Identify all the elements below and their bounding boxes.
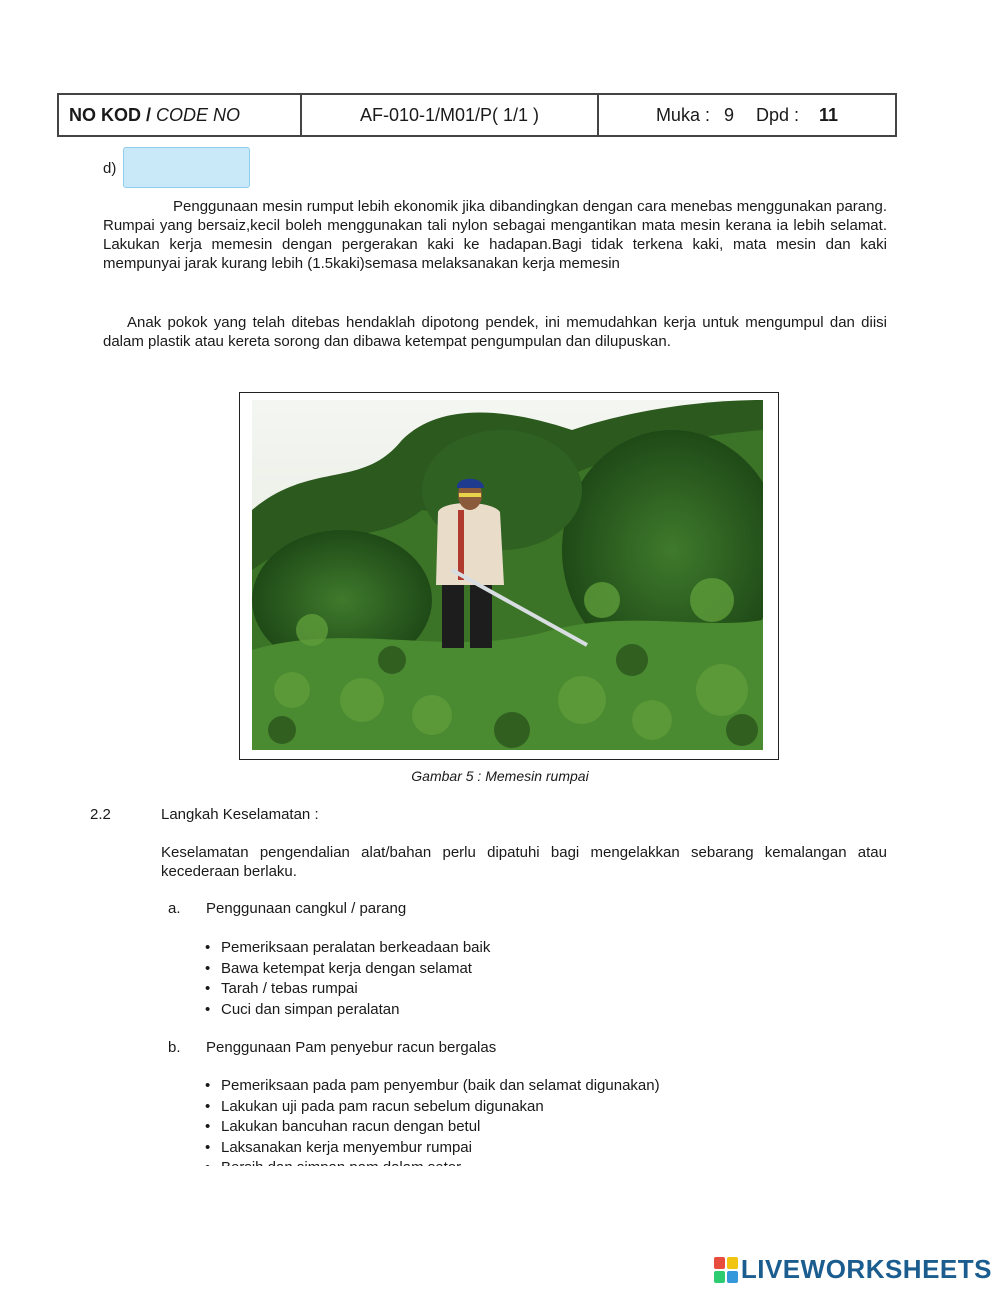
item-a-letter: a. [168,900,181,917]
code-value: AF-010-1/M01/P( 1/1 ) [359,104,540,125]
liveworksheets-logo [714,1254,992,1285]
list-item: • Bawa ketempat kerja dengan selamat [205,959,490,980]
total-pages: 11 [819,104,839,125]
list-item: • Lakukan bancuhan racun dengan betul [205,1117,660,1138]
code-label-bold: NO KOD [69,104,141,125]
total-label: Dpd : [755,104,800,125]
liveworksheets-logo-icon [714,1257,738,1283]
section-intro: Keselamatan pengendalian alat/bahan perlu dipatuhi bagi mengelakkan sebarang kemalangan atau kecederaan berlaku. [161,844,887,880]
list-item: • Pemeriksaan peralatan berkeadaan baik [205,938,490,959]
logo-text: LIVEWORKSHEETS [740,1254,992,1284]
item-b-label: Penggunaan Pam penyebur racun bergalas [206,1039,497,1056]
list-item: • Tarah / tebas rumpai [205,979,490,1000]
item-a-label: Penggunaan cangkul / parang [206,900,407,917]
page-label: Muka : [655,104,710,125]
list-item: • Lakukan uji pada pam racun sebelum digunakan [205,1097,660,1118]
paragraph-1 [103,197,887,273]
paragraph-2 [103,313,887,351]
page-info-cell [599,95,895,135]
code-value-cell [302,95,599,135]
page-number: 9 [723,104,734,125]
list-item: • Cuci dan simpan peralatan [205,1000,490,1021]
item-b-letter: b. [168,1039,181,1056]
paragraph-1-text: Penggunaan mesin rumput lebih ekonomik jika dibandingkan dengan cara menebas menggunakan parang. Rumpai yang bersaiz,kecil boleh menggunakan tali nylon sebagai mengantikan mata mesin kerana ia lebih selamat. Lakukan kerja memesin dengan pergerakan kaki ke hadapan.Bagi tidak terkena kaki, mata mesin dan kaki mempunyai jarak kurang lebih (1.5kaki)semasa melaksanakan kerja memesin [103,198,887,272]
figure-caption: Gambar 5 : Memesin rumpai [411,768,589,784]
page-cutoff-mask [0,1166,1000,1180]
answer-input-box[interactable] [123,147,250,188]
photo-frame [239,392,779,760]
code-label-separator: / [141,104,157,125]
list-item: • Laksanakan kerja menyembur rumpai [205,1138,660,1159]
section-title: Langkah Keselamatan : [161,806,319,823]
photo-man-brushcutting [252,400,763,750]
paragraph-2-text: Anak pokok yang telah ditebas hendaklah dipotong pendek, ini memudahkan kerja untuk mengumpul dan diisi dalam plastik atau kereta sorong dan dibawa ketempat pengumpulan dan dilupuskan. [103,314,887,350]
list-item: • Pemeriksaan pada pam penyembur (baik dan selamat digunakan) [205,1076,660,1097]
item-a-bullet-list [205,938,490,1020]
code-label-cell [59,95,302,135]
item-b-bullet-list [205,1076,660,1179]
document-header-table [57,93,897,137]
question-label: d) [103,160,117,177]
code-label-italic: CODE NO [156,104,241,125]
section-number: 2.2 [90,806,111,823]
